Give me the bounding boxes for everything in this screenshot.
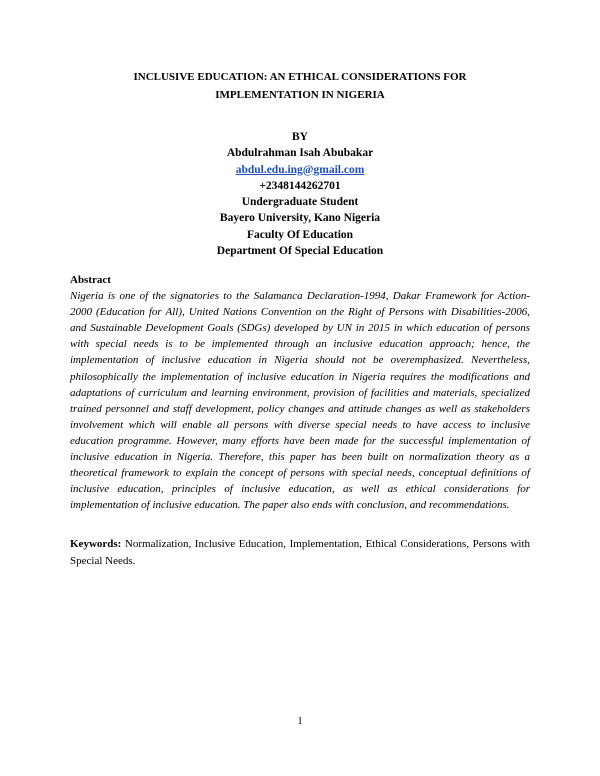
abstract-heading: Abstract [70, 274, 111, 286]
page-number: 1 [297, 716, 303, 727]
keywords-text: Normalization, Inclusive Education, Implementation, Ethical Considerations, Persons with Special Needs. [70, 538, 531, 567]
paper-title-line-1: INCLUSIVE EDUCATION: AN ETHICAL CONSIDERATIONS FOR [133, 71, 467, 83]
author-phone: +2348144262701 [259, 179, 341, 192]
paper-title [70, 68, 530, 104]
author-block [70, 129, 530, 259]
keywords-section [70, 536, 530, 569]
by-label: BY [292, 131, 308, 143]
author-university: Bayero University, Kano Nigeria [219, 212, 381, 225]
abstract-body: Nigeria is one of the signatories to the Salamanca Declaration-1994, Dakar Framework for Action-2000 (Education for All), United Nations Convention on the Right of Persons with Disabilities-2006, and Sustainable Development Goals (SDGs) developed by UN in 2015 in which education of persons with special needs is to be implemented through an inclusive education approach; hence, the implementation of inclusive education in Nigeria should not be overemphasized. Nevertheless, philosophically the implementation of inclusive education in Nigeria requires the modifications and adaptations of curriculum and learning environment, provision of facilities and materials, specialized trained personnel and staff development, policy changes and attitude changes as well as stakeholders involvement which will enable all persons with diverse special needs to have access to inclusive education programme. However, many efforts have been made for the successful implementation of inclusive education in Nigeria. Therefore, this paper has been built on normalization theory as a theoretical framework to explain the concept of persons with special needs, conceptual definitions of inclusive education, principles of inclusive education, as well as ethical considerations for implementation of inclusive education. The paper also ends with conclusion, and recommendations. [70, 290, 530, 512]
author-status: Undergraduate Student [241, 196, 359, 209]
author-name: Abdulrahman Isah Abubakar [226, 147, 374, 160]
paper-title-line-2: IMPLEMENTATION IN NIGERIA [215, 89, 385, 101]
author-email-link[interactable]: abdul.edu.ing@gmail.com [235, 163, 365, 176]
abstract-section [70, 272, 530, 513]
author-faculty: Faculty Of Education [246, 228, 354, 241]
author-department: Department Of Special Education [216, 245, 384, 258]
keywords-label: Keywords: [70, 538, 122, 550]
